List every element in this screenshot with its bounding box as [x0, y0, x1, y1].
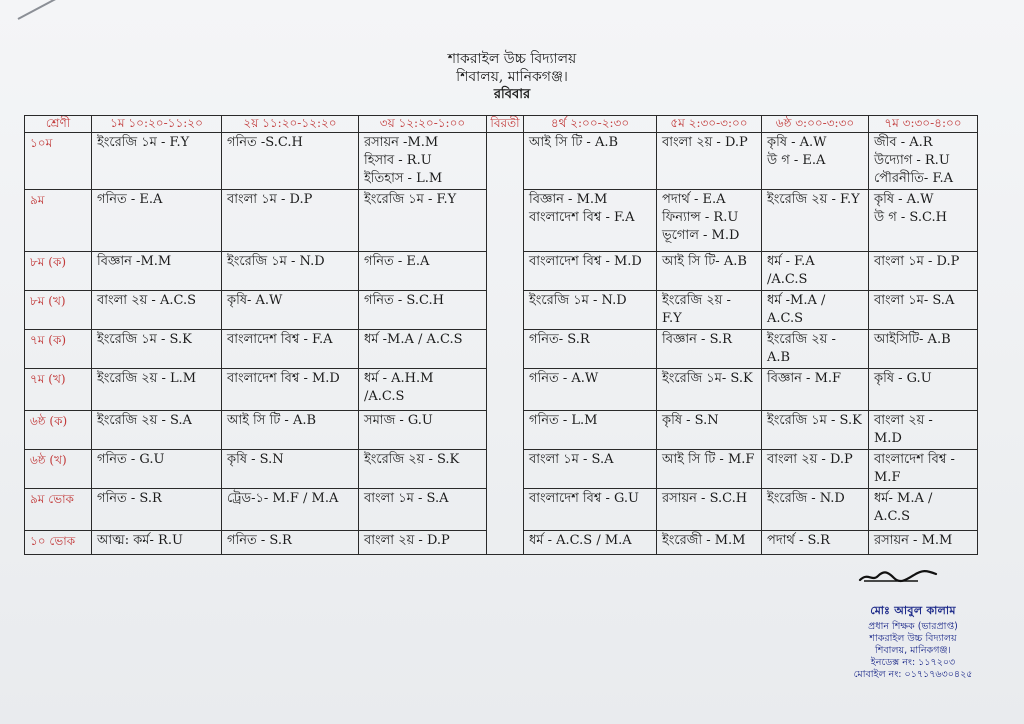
break-cell: [487, 369, 524, 411]
subject-teacher: গনিত - S.R: [227, 533, 292, 548]
subject-teacher: ট্রেড-১- M.F / M.A: [227, 491, 339, 506]
class-cell: ৯ম: [25, 190, 92, 252]
subject-teacher: কৃষি - G.U: [874, 371, 932, 386]
period-cell: [359, 531, 487, 555]
routine-body: [25, 133, 978, 555]
col-header-class: শ্রেণী: [25, 116, 92, 133]
seal-name: মোঃ আবুল কালাম: [870, 604, 956, 617]
subject-teacher: ইংরেজি ২য় - S.A: [97, 413, 192, 428]
subject-teacher: গনিত - S.R: [97, 491, 162, 506]
period-cell: [359, 330, 487, 369]
period-cell: [359, 489, 487, 531]
period-cell: [524, 190, 657, 252]
table-row: [25, 450, 978, 489]
period-cell: [222, 252, 359, 291]
period-cell: [869, 489, 978, 531]
col-header-period-7: ৭ম ৩:৩০-৪:০০: [869, 116, 978, 133]
subject-teacher: A.C.S: [767, 311, 804, 326]
subject-teacher: বাংলাদেশ বিশ্ব - G.U: [529, 491, 639, 506]
school-name: শাকরাইল উচ্চ বিদ্যালয়: [447, 51, 577, 67]
col-header-period-5: ৫ম ২:৩০-৩:০০: [657, 116, 762, 133]
subject-teacher: বাংলা ১ম - D.P: [227, 192, 313, 207]
signature-scribble: [858, 566, 938, 586]
break-cell: [487, 291, 524, 330]
col-header-period-2: ২য় ১১:২০-১২:২০: [222, 116, 359, 133]
table-row: [25, 330, 978, 369]
period-cell: [359, 190, 487, 252]
class-cell: ৬ষ্ঠ (ক): [25, 411, 92, 450]
subject-teacher: ধর্ম - A.H.M: [364, 371, 434, 386]
subject-teacher: বাংলাদেশ বিশ্ব - M.D: [227, 371, 340, 386]
subject-teacher: ইংরেজি ১ম - N.D: [227, 254, 325, 269]
period-cell: [359, 411, 487, 450]
period-cell: [524, 411, 657, 450]
subject-teacher: গনিত - E.A: [364, 254, 430, 269]
break-cell: [487, 450, 524, 489]
table-row: [25, 489, 978, 531]
period-cell: [359, 252, 487, 291]
subject-teacher: বিজ্ঞান - M.M: [529, 192, 608, 207]
period-cell: [524, 369, 657, 411]
period-cell: [524, 531, 657, 555]
subject-teacher: বাংলাদেশ বিশ্ব - M.D: [529, 254, 642, 269]
subject-teacher: কৃষি - S.N: [227, 452, 284, 467]
subject-teacher: গনিত- S.R: [529, 332, 590, 347]
subject-teacher: বাংলা ২য় - D.P: [364, 533, 450, 548]
table-row: [25, 411, 978, 450]
period-cell: [222, 369, 359, 411]
school-address: শিবালয়, মানিকগঞ্জ।: [456, 69, 568, 85]
subject-teacher: ধর্ম -M.A /: [767, 293, 826, 308]
period-cell: [359, 133, 487, 190]
break-cell: [487, 489, 524, 531]
period-cell: [657, 252, 762, 291]
subject-teacher: ইংরেজি ১ম - S.K: [97, 332, 192, 347]
period-cell: [92, 450, 222, 489]
subject-teacher: গনিত - G.U: [97, 452, 165, 467]
subject-teacher: ইংরেজি ১ম - F.Y: [364, 192, 457, 207]
subject-teacher: জীব - A.R: [874, 135, 933, 150]
subject-teacher: উ গ - S.C.H: [874, 210, 947, 225]
table-row: [25, 291, 978, 330]
col-header-period-6: ৬ষ্ঠ ৩:০০-৩:৩০: [762, 116, 869, 133]
period-cell: [359, 291, 487, 330]
period-cell: [359, 369, 487, 411]
subject-teacher: পদার্থ - S.R: [767, 533, 830, 548]
subject-teacher: সমাজ - G.U: [364, 413, 433, 428]
period-cell: [657, 489, 762, 531]
subject-teacher: ইংরেজি ২য় - S.K: [364, 452, 460, 467]
period-cell: [657, 450, 762, 489]
period-cell: [869, 369, 978, 411]
period-cell: [869, 411, 978, 450]
subject-teacher: বাংলা ১ম - S.A: [529, 452, 614, 467]
period-cell: [92, 531, 222, 555]
class-cell: ১০ম: [25, 133, 92, 190]
period-cell: [92, 330, 222, 369]
period-cell: [524, 291, 657, 330]
subject-teacher: ইংরেজি ১ম - S.K: [767, 413, 862, 428]
subject-teacher: গনিত -S.C.H: [227, 135, 303, 150]
period-cell: [92, 252, 222, 291]
subject-teacher: /A.C.S: [767, 272, 808, 287]
subject-teacher: পদার্থ - E.A: [662, 192, 726, 207]
col-header-period-1: ১ম ১০:২০-১১:২০: [92, 116, 222, 133]
period-cell: [222, 190, 359, 252]
period-cell: [92, 411, 222, 450]
table-row: [25, 133, 978, 190]
seal-title: প্রধান শিক্ষক (ভারপ্রাপ্ত): [868, 621, 958, 632]
period-cell: [869, 330, 978, 369]
class-cell: ৭ম (ক): [25, 330, 92, 369]
subject-teacher: বাংলা ২য় - A.C.S: [97, 293, 196, 308]
subject-teacher: বাংলা ১ম - S.A: [364, 491, 449, 506]
subject-teacher: ইংরেজি ২য় -: [767, 332, 836, 347]
subject-teacher: ইতিহাস - L.M: [364, 171, 443, 186]
subject-teacher: বিজ্ঞান - S.R: [662, 332, 732, 347]
period-cell: [222, 450, 359, 489]
subject-teacher: কৃষি - A.W: [874, 192, 934, 207]
col-header-period-3: ৩য় ১২:২০-১:০০: [359, 116, 487, 133]
period-cell: [657, 411, 762, 450]
day-label: রবিবার: [493, 87, 531, 102]
table-row: [25, 369, 978, 411]
subject-teacher: উদ্যোগ - R.U: [874, 153, 950, 168]
period-cell: [762, 190, 869, 252]
header-row: [25, 116, 978, 133]
table-row: [25, 190, 978, 252]
subject-teacher: গনিত - E.A: [97, 192, 163, 207]
subject-teacher: বিজ্ঞান - M.F: [767, 371, 842, 386]
seal-index: ইনডেক্স নং: ১১৭২০৩: [870, 657, 956, 668]
table-row: [25, 531, 978, 555]
subject-teacher: আত্ম: কর্ম- R.U: [97, 533, 183, 548]
period-cell: [222, 133, 359, 190]
subject-teacher: আই সি টি - A.B: [227, 413, 317, 428]
subject-teacher: বাংলা ২য় -: [874, 413, 933, 428]
subject-teacher: ফিন্যান্স - R.U: [662, 210, 739, 225]
class-cell: ৭ম (খ): [25, 369, 92, 411]
subject-teacher: রসায়ন -M.M: [364, 135, 439, 150]
subject-teacher: আইসিটি- A.B: [874, 332, 951, 347]
subject-teacher: আই সি টি - A.B: [529, 135, 619, 150]
period-cell: [222, 489, 359, 531]
subject-teacher: হিসাব - R.U: [364, 153, 432, 168]
subject-teacher: ইংরেজী - M.M: [662, 533, 746, 548]
subject-teacher: বাংলা ১ম- S.A: [874, 293, 955, 308]
subject-teacher: ধর্ম -M.A / A.C.S: [364, 332, 463, 347]
subject-teacher: আই সি টি- A.B: [662, 254, 747, 269]
period-cell: [869, 190, 978, 252]
subject-teacher: বিজ্ঞান -M.M: [97, 254, 172, 269]
subject-teacher: কৃষি - S.N: [662, 413, 719, 428]
break-cell: [487, 190, 524, 252]
subject-teacher: ধর্ম- M.A /: [874, 491, 933, 506]
subject-teacher: ইংরেজি ১ম- S.K: [662, 371, 753, 386]
subject-teacher: কৃষি - A.W: [767, 135, 827, 150]
subject-teacher: বাংলাদেশ বিশ্ব -: [874, 452, 955, 467]
break-cell: [487, 252, 524, 291]
table-row: [25, 252, 978, 291]
period-cell: [92, 133, 222, 190]
col-header-break: বিরতী: [487, 116, 524, 133]
pen-mark: [18, 0, 61, 20]
class-cell: ৯ম ভোক: [25, 489, 92, 531]
period-cell: [657, 369, 762, 411]
subject-teacher: কৃষি- A.W: [227, 293, 283, 308]
subject-teacher: বাংলা ২য় - D.P: [767, 452, 853, 467]
period-cell: [222, 291, 359, 330]
period-cell: [869, 252, 978, 291]
period-cell: [762, 489, 869, 531]
period-cell: [762, 450, 869, 489]
period-cell: [92, 489, 222, 531]
period-cell: [762, 330, 869, 369]
subject-teacher: ধর্ম - F.A: [767, 254, 815, 269]
subject-teacher: /A.C.S: [364, 389, 405, 404]
class-routine-table: [24, 115, 978, 555]
subject-teacher: ইংরেজি ২য় - L.M: [97, 371, 197, 386]
subject-teacher: ইংরেজি ২য় - F.Y: [767, 192, 860, 207]
subject-teacher: রসায়ন - M.M: [874, 533, 953, 548]
period-cell: [524, 252, 657, 291]
subject-teacher: পৌরনীতি- F.A: [874, 171, 953, 186]
subject-teacher: A.C.S: [874, 509, 911, 524]
subject-teacher: M.F: [874, 470, 901, 485]
period-cell: [762, 531, 869, 555]
subject-teacher: A.B: [767, 350, 791, 365]
period-cell: [762, 133, 869, 190]
period-cell: [524, 489, 657, 531]
subject-teacher: গনিত - S.C.H: [364, 293, 444, 308]
document-header: [0, 50, 1024, 104]
break-cell: [487, 411, 524, 450]
period-cell: [222, 330, 359, 369]
period-cell: [222, 411, 359, 450]
col-header-period-4: ৪র্থ ২:০০-২:৩০: [524, 116, 657, 133]
subject-teacher: ধর্ম - A.C.S / M.A: [529, 533, 632, 548]
class-cell: ১০ ভোক: [25, 531, 92, 555]
period-cell: [657, 330, 762, 369]
subject-teacher: ইংরেজি ১ম - N.D: [529, 293, 627, 308]
subject-teacher: গনিত - L.M: [529, 413, 598, 428]
period-cell: [92, 369, 222, 411]
subject-teacher: ইংরেজি - N.D: [767, 491, 845, 506]
subject-teacher: আই সি টি - M.F: [662, 452, 755, 467]
period-cell: [762, 252, 869, 291]
period-cell: [869, 291, 978, 330]
subject-teacher: উ গ - E.A: [767, 153, 826, 168]
period-cell: [657, 291, 762, 330]
class-cell: ৮ম (ক): [25, 252, 92, 291]
period-cell: [524, 133, 657, 190]
subject-teacher: ভূগোল - M.D: [662, 228, 740, 243]
break-cell: [487, 133, 524, 190]
class-cell: ৮ম (খ): [25, 291, 92, 330]
subject-teacher: বাংলা ১ম - D.P: [874, 254, 960, 269]
seal-school: শাকরাইল উচ্চ বিদ্যালয়: [869, 633, 957, 644]
period-cell: [657, 133, 762, 190]
headmaster-seal: [838, 602, 988, 681]
period-cell: [92, 190, 222, 252]
class-cell: ৬ষ্ঠ (খ): [25, 450, 92, 489]
period-cell: [657, 531, 762, 555]
subject-teacher: ইংরেজি ২য় -: [662, 293, 731, 308]
subject-teacher: M.D: [874, 431, 902, 446]
period-cell: [762, 369, 869, 411]
period-cell: [222, 531, 359, 555]
subject-teacher: গনিত - A.W: [529, 371, 599, 386]
period-cell: [524, 450, 657, 489]
seal-mobile: মোবাইল নং: ০১৭১৭৬৩০৪২৫: [853, 669, 973, 680]
period-cell: [762, 291, 869, 330]
period-cell: [92, 291, 222, 330]
subject-teacher: বাংলাদেশ বিশ্ব - F.A: [529, 210, 635, 225]
period-cell: [869, 450, 978, 489]
period-cell: [869, 133, 978, 190]
break-cell: [487, 531, 524, 555]
period-cell: [869, 531, 978, 555]
seal-address: শিবালয়, মানিকগঞ্জ।: [875, 645, 951, 656]
subject-teacher: F.Y: [662, 311, 682, 326]
subject-teacher: বাংলা ২য় - D.P: [662, 135, 748, 150]
subject-teacher: বাংলাদেশ বিশ্ব - F.A: [227, 332, 333, 347]
subject-teacher: রসায়ন - S.C.H: [662, 491, 748, 506]
period-cell: [359, 450, 487, 489]
break-cell: [487, 330, 524, 369]
period-cell: [524, 330, 657, 369]
subject-teacher: ইংরেজি ১ম - F.Y: [97, 135, 190, 150]
period-cell: [657, 190, 762, 252]
period-cell: [762, 411, 869, 450]
